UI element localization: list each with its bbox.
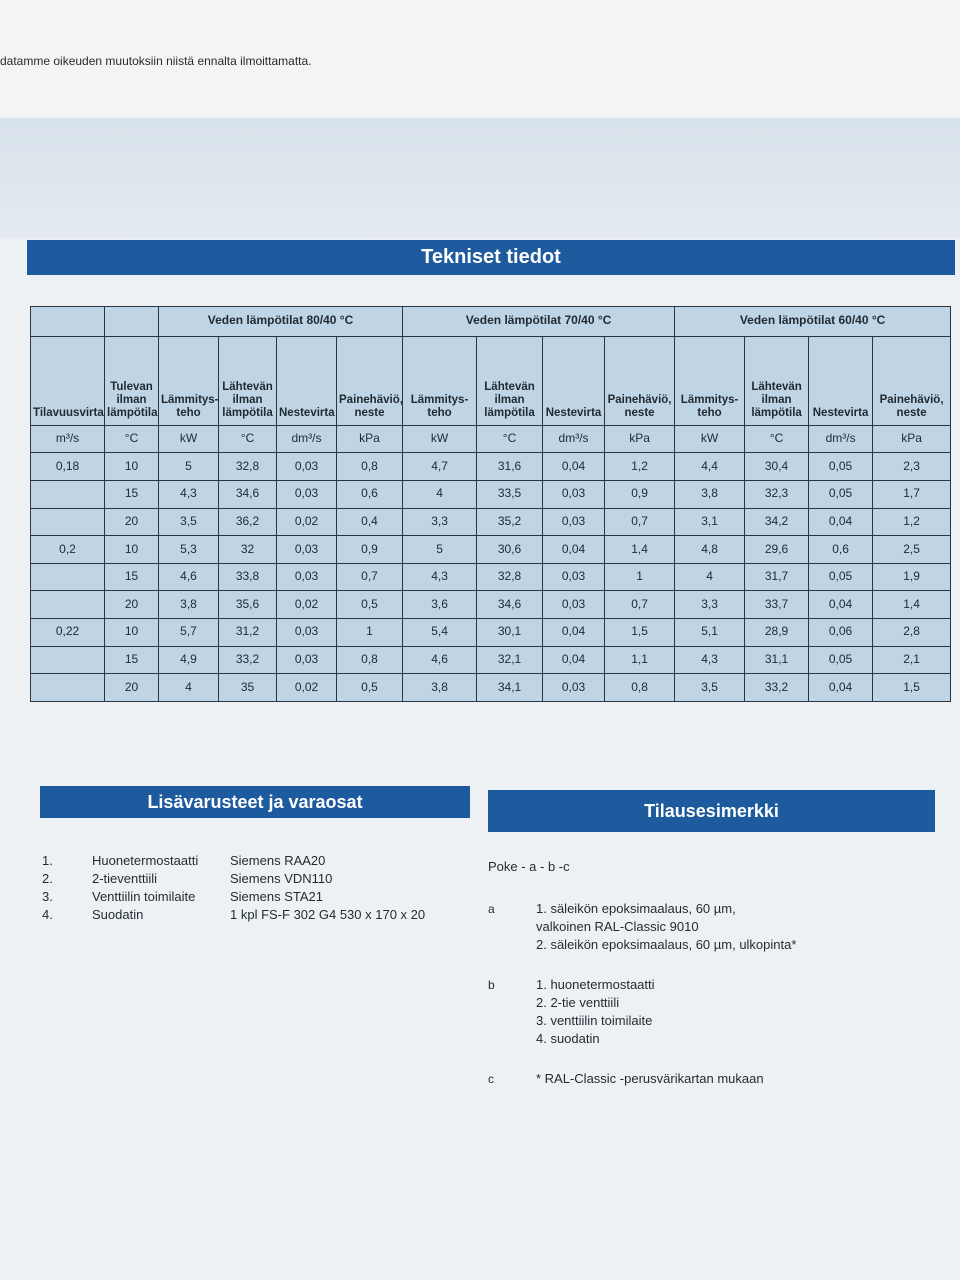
table-cell: 0,03 xyxy=(277,536,337,564)
order-option: 3. venttiilin toimilaite xyxy=(536,1013,653,1028)
accessories-section-title: Lisävarusteet ja varaosat xyxy=(40,786,470,818)
table-cell: 5,4 xyxy=(403,619,477,647)
unit-cell: °C xyxy=(745,425,809,453)
table-cell: 0,7 xyxy=(337,563,403,591)
table-cell: 10 xyxy=(105,453,159,481)
table-cell: 0,04 xyxy=(543,453,605,481)
item-spec: Siemens RAA20 xyxy=(230,853,326,868)
col-header-heat-output: Lämmitys-teho xyxy=(159,336,219,425)
table-cell: 4 xyxy=(159,674,219,702)
units-row xyxy=(31,425,951,453)
order-groups xyxy=(488,900,948,1088)
table-cell: 0,03 xyxy=(277,480,337,508)
table-cell: 5 xyxy=(403,536,477,564)
table-cell: 31,2 xyxy=(219,619,277,647)
group-header-60-40: Veden lämpötilat 60/40 °C xyxy=(675,307,951,337)
table-cell: 1,1 xyxy=(605,646,675,674)
order-group-key: c xyxy=(488,1072,494,1086)
order-group xyxy=(488,900,948,954)
col-header-outlet-temp: Lähtevän ilman lämpötila xyxy=(477,336,543,425)
table-cell: 35 xyxy=(219,674,277,702)
table-cell: 0,8 xyxy=(337,646,403,674)
list-item xyxy=(42,870,472,888)
order-option: valkoinen RAL-Classic 9010 xyxy=(536,919,699,934)
unit-cell: m³/s xyxy=(31,425,105,453)
table-cell: 0,04 xyxy=(809,674,873,702)
table-cell: 0,03 xyxy=(277,453,337,481)
group-header-row xyxy=(31,307,951,337)
table-cell: 34,6 xyxy=(477,591,543,619)
col-header-pressure-drop: Painehäviö, neste xyxy=(605,336,675,425)
table-cell: 32,1 xyxy=(477,646,543,674)
col-header-heat-output: Lämmitys-teho xyxy=(675,336,745,425)
item-name: Huonetermostaatti xyxy=(92,853,199,868)
table-cell: 0,8 xyxy=(605,674,675,702)
table-cell: 5 xyxy=(159,453,219,481)
top-note: datamme oikeuden muutoksiin niistä ennalta ilmoittamatta. xyxy=(0,54,312,68)
order-option: 2. 2-tie venttiili xyxy=(536,995,620,1010)
table-cell: 20 xyxy=(105,591,159,619)
table-cell: 33,2 xyxy=(219,646,277,674)
unit-cell: °C xyxy=(105,425,159,453)
table-cell: 3,8 xyxy=(403,674,477,702)
table-cell: 32,8 xyxy=(219,453,277,481)
unit-cell: °C xyxy=(219,425,277,453)
table-row xyxy=(31,619,951,647)
table-cell: 4,6 xyxy=(403,646,477,674)
order-group-items xyxy=(536,976,948,1048)
corner-cell xyxy=(31,307,105,337)
table-row xyxy=(31,674,951,702)
table-cell: 1,5 xyxy=(873,674,951,702)
table-cell: 33,2 xyxy=(745,674,809,702)
table-cell: 0,5 xyxy=(337,674,403,702)
table-cell xyxy=(31,674,105,702)
table-cell: 32,3 xyxy=(745,480,809,508)
table-cell: 0,7 xyxy=(605,591,675,619)
table-cell: 0,04 xyxy=(543,536,605,564)
top-strip xyxy=(0,0,960,118)
table-cell: 1,4 xyxy=(873,591,951,619)
table-cell: 4,3 xyxy=(159,480,219,508)
table-cell: 4,3 xyxy=(675,646,745,674)
table-row xyxy=(31,480,951,508)
table-cell: 4,4 xyxy=(675,453,745,481)
col-header-heat-output: Lämmitys-teho xyxy=(403,336,477,425)
table-cell: 2,8 xyxy=(873,619,951,647)
table-cell: 4,9 xyxy=(159,646,219,674)
table-cell: 0,04 xyxy=(809,591,873,619)
table-cell: 15 xyxy=(105,480,159,508)
table-cell: 15 xyxy=(105,563,159,591)
table-cell: 31,1 xyxy=(745,646,809,674)
col-header-pressure-drop: Painehäviö, neste xyxy=(337,336,403,425)
col-header-liquid-flow: Nestevirta xyxy=(543,336,605,425)
table-cell: 4 xyxy=(675,563,745,591)
table-cell: 2,3 xyxy=(873,453,951,481)
table-row xyxy=(31,591,951,619)
table-cell: 0,05 xyxy=(809,563,873,591)
table-cell: 20 xyxy=(105,508,159,536)
table-cell: 0,03 xyxy=(543,563,605,591)
item-number: 2. xyxy=(42,871,53,886)
table-cell: 34,2 xyxy=(745,508,809,536)
order-option: 1. säleikön epoksimaalaus, 60 µm, xyxy=(536,901,736,916)
table-cell: 4,8 xyxy=(675,536,745,564)
order-option: 1. huonetermostaatti xyxy=(536,977,655,992)
table-cell: 4,6 xyxy=(159,563,219,591)
unit-cell: dm³/s xyxy=(543,425,605,453)
table-cell: 28,9 xyxy=(745,619,809,647)
col-header-outlet-temp: Lähtevän ilman lämpötila xyxy=(745,336,809,425)
table-cell: 0,05 xyxy=(809,646,873,674)
col-header-outlet-temp: Lähtevän ilman lämpötila xyxy=(219,336,277,425)
spec-table xyxy=(30,306,951,702)
corner-cell xyxy=(105,307,159,337)
table-cell: 0,02 xyxy=(277,674,337,702)
table-cell: 0,05 xyxy=(809,453,873,481)
table-cell: 33,7 xyxy=(745,591,809,619)
table-cell: 3,5 xyxy=(675,674,745,702)
item-spec: Siemens VDN110 xyxy=(230,871,333,886)
item-name: Suodatin xyxy=(92,907,144,922)
table-row xyxy=(31,453,951,481)
table-cell: 31,6 xyxy=(477,453,543,481)
table-cell: 0,03 xyxy=(543,508,605,536)
table-cell: 0,7 xyxy=(605,508,675,536)
table-cell: 1,5 xyxy=(605,619,675,647)
table-cell: 30,1 xyxy=(477,619,543,647)
list-item xyxy=(42,852,472,870)
table-cell: 3,5 xyxy=(159,508,219,536)
table-cell: 0,02 xyxy=(277,591,337,619)
table-row xyxy=(31,508,951,536)
order-group-items xyxy=(536,1070,948,1088)
table-cell: 0,6 xyxy=(337,480,403,508)
table-cell: 20 xyxy=(105,674,159,702)
group-header-80-40: Veden lämpötilat 80/40 °C xyxy=(159,307,403,337)
table-cell: 4,3 xyxy=(403,563,477,591)
item-number: 1. xyxy=(42,853,53,868)
table-cell: 1,9 xyxy=(873,563,951,591)
col-header-liquid-flow: Nestevirta xyxy=(809,336,873,425)
order-option: * RAL-Classic -perusvärikartan mukaan xyxy=(536,1071,764,1086)
table-cell: 0,2 xyxy=(31,536,105,564)
unit-cell: °C xyxy=(477,425,543,453)
table-cell: 35,6 xyxy=(219,591,277,619)
order-group-key: b xyxy=(488,978,495,992)
table-cell: 33,5 xyxy=(477,480,543,508)
item-name: Venttiilin toimilaite xyxy=(92,889,196,904)
table-row xyxy=(31,646,951,674)
order-group xyxy=(488,1070,948,1088)
table-cell: 3,3 xyxy=(675,591,745,619)
table-cell: 29,6 xyxy=(745,536,809,564)
table-cell: 3,8 xyxy=(159,591,219,619)
table-cell: 0,18 xyxy=(31,453,105,481)
table-cell xyxy=(31,480,105,508)
table-cell: 4 xyxy=(403,480,477,508)
table-cell: 1,2 xyxy=(605,453,675,481)
table-cell: 0,5 xyxy=(337,591,403,619)
unit-cell: kPa xyxy=(873,425,951,453)
spec-section-title: Tekniset tiedot xyxy=(27,240,955,275)
table-row xyxy=(31,563,951,591)
table-cell: 5,7 xyxy=(159,619,219,647)
decorative-band xyxy=(0,118,960,238)
table-cell: 0,8 xyxy=(337,453,403,481)
table-cell: 30,6 xyxy=(477,536,543,564)
table-cell: 3,3 xyxy=(403,508,477,536)
table-cell: 0,9 xyxy=(605,480,675,508)
table-cell: 3,6 xyxy=(403,591,477,619)
table-cell: 15 xyxy=(105,646,159,674)
item-name: 2-tieventtiili xyxy=(92,871,158,886)
table-row xyxy=(31,536,951,564)
table-cell: 1,7 xyxy=(873,480,951,508)
unit-cell: kW xyxy=(159,425,219,453)
item-number: 4. xyxy=(42,907,53,922)
table-cell: 34,6 xyxy=(219,480,277,508)
accessories-list xyxy=(42,852,472,924)
table-cell: 1 xyxy=(337,619,403,647)
unit-cell: kPa xyxy=(337,425,403,453)
order-group xyxy=(488,976,948,1048)
table-cell: 10 xyxy=(105,619,159,647)
table-cell: 0,4 xyxy=(337,508,403,536)
list-item xyxy=(42,888,472,906)
table-cell: 0,03 xyxy=(543,591,605,619)
table-cell: 3,8 xyxy=(675,480,745,508)
table-cell: 1 xyxy=(605,563,675,591)
unit-cell: kW xyxy=(403,425,477,453)
col-header-liquid-flow: Nestevirta xyxy=(277,336,337,425)
table-cell: 0,03 xyxy=(277,619,337,647)
table-cell: 2,1 xyxy=(873,646,951,674)
table-cell: 0,04 xyxy=(543,646,605,674)
order-section-title: Tilausesimerkki xyxy=(488,790,935,832)
table-cell: 10 xyxy=(105,536,159,564)
table-cell xyxy=(31,646,105,674)
item-spec: 1 kpl FS-F 302 G4 530 x 170 x 20 xyxy=(230,907,426,922)
table-cell xyxy=(31,508,105,536)
table-cell: 0,02 xyxy=(277,508,337,536)
order-group-key: a xyxy=(488,902,495,916)
table-cell: 30,4 xyxy=(745,453,809,481)
table-cell: 5,1 xyxy=(675,619,745,647)
col-header-pressure-drop: Painehäviö, neste xyxy=(873,336,951,425)
table-cell xyxy=(31,591,105,619)
table-cell: 0,9 xyxy=(337,536,403,564)
order-option: 4. suodatin xyxy=(536,1031,600,1046)
order-option: 2. säleikön epoksimaalaus, 60 µm, ulkopinta* xyxy=(536,937,797,952)
table-cell: 0,03 xyxy=(543,674,605,702)
spec-table-body xyxy=(31,425,951,701)
table-cell: 36,2 xyxy=(219,508,277,536)
order-example xyxy=(488,858,948,1110)
table-cell: 4,7 xyxy=(403,453,477,481)
unit-cell: kPa xyxy=(605,425,675,453)
table-cell: 0,22 xyxy=(31,619,105,647)
table-cell: 0,05 xyxy=(809,480,873,508)
col-header-airflow: Tilavuusvirta xyxy=(31,336,105,425)
table-cell: 0,03 xyxy=(277,646,337,674)
col-header-inlet-temp: Tulevan ilman lämpötila xyxy=(105,336,159,425)
unit-cell: kW xyxy=(675,425,745,453)
table-cell: 0,03 xyxy=(277,563,337,591)
table-cell: 31,7 xyxy=(745,563,809,591)
table-cell: 32 xyxy=(219,536,277,564)
table-cell: 34,1 xyxy=(477,674,543,702)
table-cell: 0,04 xyxy=(543,619,605,647)
unit-cell: dm³/s xyxy=(809,425,873,453)
table-cell xyxy=(31,563,105,591)
table-cell: 0,03 xyxy=(543,480,605,508)
list-item xyxy=(42,906,472,924)
table-cell: 2,5 xyxy=(873,536,951,564)
item-spec: Siemens STA21 xyxy=(230,889,323,904)
table-cell: 0,06 xyxy=(809,619,873,647)
table-cell: 5,3 xyxy=(159,536,219,564)
item-number: 3. xyxy=(42,889,53,904)
table-cell: 1,4 xyxy=(605,536,675,564)
table-cell: 33,8 xyxy=(219,563,277,591)
table-cell: 3,1 xyxy=(675,508,745,536)
table-cell: 32,8 xyxy=(477,563,543,591)
group-header-70-40: Veden lämpötilat 70/40 °C xyxy=(403,307,675,337)
table-cell: 0,04 xyxy=(809,508,873,536)
column-header-row xyxy=(31,336,951,425)
spec-table-container xyxy=(30,306,950,702)
table-cell: 1,2 xyxy=(873,508,951,536)
table-cell: 35,2 xyxy=(477,508,543,536)
order-group-items xyxy=(536,900,948,954)
unit-cell: dm³/s xyxy=(277,425,337,453)
table-cell: 0,6 xyxy=(809,536,873,564)
order-code: Poke - a - b -c xyxy=(488,859,570,874)
